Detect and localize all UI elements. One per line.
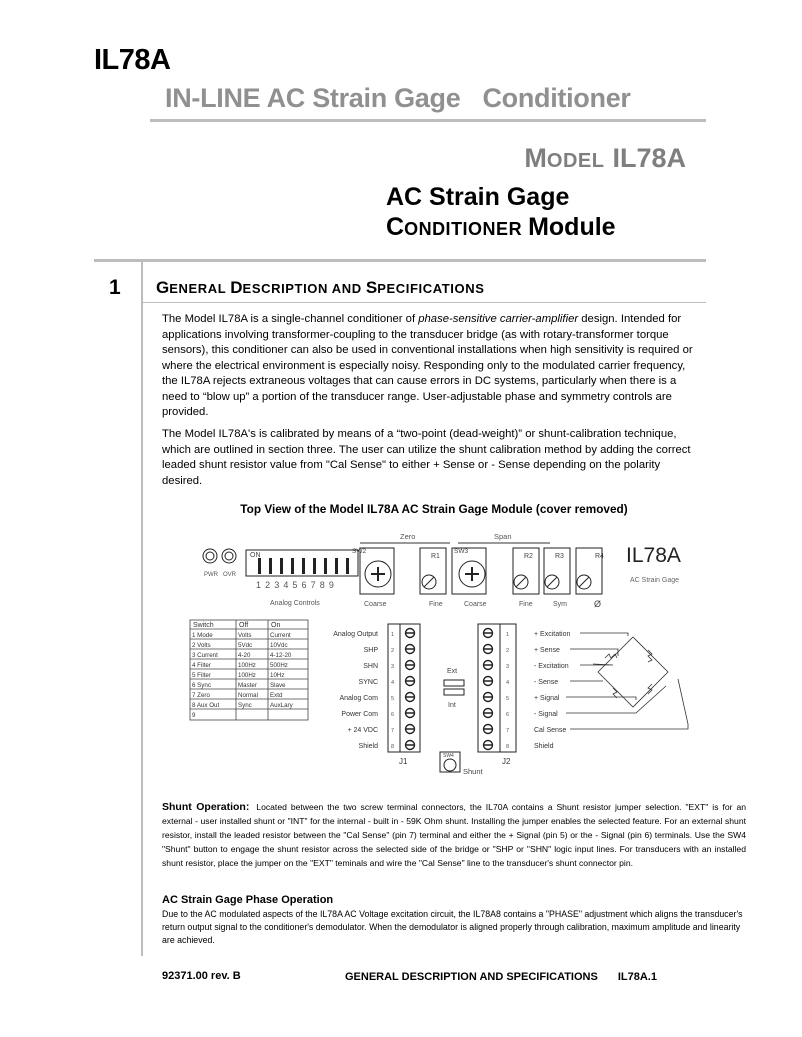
fine-1-label: Fine xyxy=(429,601,443,608)
sw-row-4-off: 100Hz xyxy=(238,662,256,669)
phase-symbol: Ø xyxy=(594,599,602,609)
j1-screws xyxy=(406,629,415,750)
subtitle-part-b: Conditioner xyxy=(482,83,631,113)
sw-row-1-off: Volts xyxy=(238,632,252,639)
model-heading xyxy=(524,143,686,174)
coarse-1-label: Coarse xyxy=(364,601,387,608)
footer-page: IL78A.1 xyxy=(617,971,657,983)
sw-row-3-on: 4-12-20 xyxy=(270,652,292,659)
sw-row-6-on: Slave xyxy=(270,682,286,689)
sw-row-4-on: 500Hz xyxy=(270,662,288,669)
sw-row-2-switch: 2 Volts xyxy=(192,642,211,649)
sw4-label: SW4 xyxy=(443,753,454,759)
paragraph-1 xyxy=(162,312,702,421)
j1-label-1: Analog Output xyxy=(333,631,378,638)
sw-row-5-switch: 5 Filter xyxy=(192,672,211,679)
shunt-text: Located between the two screw terminal connectors, the IL70A contains a Shunt resistor jumper selection. "EXT" is for an external - user installed shunt or "INT" for the internal - built in - 59K Ohm shunt. Installing the jumper enables the selected feature. For an external shunt resistor, install the leaded resistor between the "Cal Sense" (pin 7) terminal and either the + Signal (pin 5) or the - Signal (pin 6) terminals. Use the SW4 "Shunt" button to engage the shunt resistor across the selected side of the bridge or "SHP or "SHN" logic input lines. For transducers with an installed shunt resistor, place the jumper on the "EXT" teminals and wire the "Cal Sense" line to the transducer's shunt connector pin. xyxy=(162,802,747,868)
brand-label: IL78A xyxy=(626,544,681,567)
product-small: ONDITIONER xyxy=(404,219,523,239)
product-cap: C xyxy=(386,213,405,241)
j1-label-group xyxy=(333,631,378,750)
r4-label: R4 xyxy=(595,553,604,560)
sw-row-8-on: AuxLary xyxy=(270,702,293,709)
svg-text:5: 5 xyxy=(391,696,395,702)
svg-text:4: 4 xyxy=(506,680,510,686)
int-label: Int xyxy=(448,702,456,709)
brand-sub: AC Strain Gage xyxy=(630,577,680,584)
section-number: 1 xyxy=(109,276,121,299)
j2-pin-numbers xyxy=(506,632,509,750)
figure-title: Top View of the Model IL78A AC Strain Gage Module (cover removed) xyxy=(240,502,628,516)
dip-levers xyxy=(258,558,349,574)
j2-label-5: + Signal xyxy=(534,695,560,702)
zero-label: Zero xyxy=(400,532,416,541)
product-line-1: AC Strain Gage xyxy=(386,183,570,211)
model-cap: M xyxy=(524,143,547,173)
svg-text:1: 1 xyxy=(506,632,510,638)
product-module: Module xyxy=(528,213,616,241)
j1-label: J1 xyxy=(399,757,408,766)
fine-2-label: Fine xyxy=(519,601,533,608)
sw-header-off: Off xyxy=(239,622,249,629)
j1-pin-numbers xyxy=(391,632,394,750)
document-subtitle xyxy=(165,83,631,114)
svg-text:8: 8 xyxy=(391,744,395,750)
sw-row-3-off: 4-20 xyxy=(238,652,251,659)
sw-header-switch: Switch xyxy=(193,622,214,629)
shunt-operation-paragraph xyxy=(162,800,746,870)
sw-row-7-switch: 7 Zero xyxy=(192,692,210,699)
j1-label-6: Power Com xyxy=(341,711,378,718)
sw-row-8-switch: 8 Aux Out xyxy=(192,702,220,709)
r3-label: R3 xyxy=(555,553,564,560)
model-number: IL78A xyxy=(612,143,686,173)
sec-cap-d: D xyxy=(230,278,243,297)
shunt-label: Shunt xyxy=(463,767,483,776)
sw-row-7-off: Normal xyxy=(238,692,258,699)
j2-label-2: + Sense xyxy=(534,647,560,654)
subtitle-part-a: IN-LINE AC Strain Gage xyxy=(165,83,461,113)
j2-label: J2 xyxy=(502,757,511,766)
p1-emphasis: phase-sensitive carrier-amplifier xyxy=(418,313,579,325)
j2-label-8: Shield xyxy=(534,743,554,750)
svg-text:2: 2 xyxy=(506,648,510,654)
sw-row-6-off: Master xyxy=(238,682,257,689)
sec-cap-s: S xyxy=(365,278,378,297)
section-top-rule xyxy=(94,259,706,262)
model-small: ODEL xyxy=(546,150,605,172)
svg-text:6: 6 xyxy=(391,712,395,718)
bridge-wiring xyxy=(566,633,688,729)
j1-label-8: Shield xyxy=(358,743,378,750)
section-vertical-rule xyxy=(141,262,143,956)
j1-label-3: SHN xyxy=(363,663,378,670)
coarse-2-label: Coarse xyxy=(464,601,487,608)
j2-connector xyxy=(478,624,516,752)
sec-small-1: ENERAL xyxy=(169,281,231,296)
j1-label-4: SYNC xyxy=(358,679,378,686)
switch-table-text xyxy=(193,622,280,629)
r2-label: R2 xyxy=(524,553,533,560)
svg-text:3: 3 xyxy=(391,664,395,670)
sw2-label: SW2 xyxy=(352,548,367,555)
strain-bridge xyxy=(598,637,668,707)
j2-label-1: + Excitation xyxy=(534,631,571,638)
p1-text-b: design. Intended for applications involving transformer-coupling to the transducer bridge (as with rotary-transformer torque sensors), this conditioner can also be used in conventional installations when high sensitivity is required or where the electrical environment is especially noisy. Responding only to the modulated carrier frequency, the IL78A rejects extraneous voltages that can cause errors in DC systems, particularly when there is a need to “blow up” a portion of the transducer range. User-adjustable phase and symmetry controls are provided. xyxy=(162,313,693,418)
phase-paragraph: Due to the AC modulated aspects of the IL78A AC Voltage excitation circuit, the IL78A8 contains a "PHASE" adjustment which aligns the transducer's return output signal to the conditioner's demodulator. When the demodulator is aligned properly through calibration, maximum amplitude and linearity are achieved. xyxy=(162,909,743,945)
sw-row-5-off: 100Hz xyxy=(238,672,256,679)
footer-section-title: GENERAL DESCRIPTION AND SPECIFICATIONS xyxy=(345,971,598,983)
ovr-label: OVR xyxy=(223,572,237,578)
sec-cap-g: G xyxy=(156,278,170,297)
sw-row-6-switch: 6 Sync xyxy=(192,682,211,689)
sw-row-5-on: 10Hz xyxy=(270,672,285,679)
svg-text:8: 8 xyxy=(506,744,510,750)
sec-small-3: PECIFICATIONS xyxy=(377,281,485,296)
sw-row-1-switch: 1 Mode xyxy=(192,632,213,639)
j2-label-6: - Signal xyxy=(534,711,558,718)
sw-row-3-switch: 3 Current xyxy=(192,652,218,659)
dip-numbers: 1 2 3 4 5 6 7 8 9 xyxy=(256,580,335,590)
sw-row-7-on: Extd xyxy=(270,692,283,699)
svg-text:4: 4 xyxy=(391,680,395,686)
paragraph-2: The Model IL78A's is calibrated by means of a “two-point (dead-weight)” or shunt-calibration technique, which are outlined in section three. The user can utilize the shunt calibration method by adding the correct leaded shunt resistor value from "Cal Sense" to either + Sense or - Sense depending on the polarity desired. xyxy=(162,428,691,487)
svg-text:7: 7 xyxy=(391,728,395,734)
sw-row-8-off: Sync xyxy=(238,702,252,709)
analog-controls-label: Analog Controls xyxy=(270,600,320,607)
section-title xyxy=(156,278,484,298)
p1-text-a: The Model IL78A is a single-channel conditioner of xyxy=(162,313,419,325)
ext-label: Ext xyxy=(447,668,458,675)
pwr-led xyxy=(203,549,217,563)
r1-label: R1 xyxy=(431,553,440,560)
sw-row-2-off: 5Vdc xyxy=(238,642,253,649)
svg-text:7: 7 xyxy=(506,728,510,734)
ovr-led xyxy=(222,549,236,563)
sw-header-on: On xyxy=(271,622,281,629)
j2-label-4: - Sense xyxy=(534,679,559,686)
j2-label-3: - Excitation xyxy=(534,663,569,670)
j1-label-5: Analog Com xyxy=(339,695,378,702)
header-rule xyxy=(150,119,706,122)
j1-label-7: + 24 VDC xyxy=(347,727,378,734)
product-line-2 xyxy=(386,213,616,242)
svg-text:5: 5 xyxy=(506,696,510,702)
j2-label-7: Cal Sense xyxy=(534,727,567,734)
phase-heading: AC Strain Gage Phase Operation xyxy=(162,894,334,906)
sw-row-1-on: Current xyxy=(270,632,291,639)
j2-screws xyxy=(484,629,493,750)
svg-text:3: 3 xyxy=(506,664,510,670)
shunt-lead: Shunt Operation: xyxy=(162,801,250,813)
j2-label-group xyxy=(534,631,570,750)
document-code: IL78A xyxy=(94,44,171,76)
dip-on-label: ON xyxy=(250,552,261,559)
sw-row-9-switch: 9 xyxy=(192,712,196,719)
sw-row-4-switch: 4 Filter xyxy=(192,662,211,669)
sw-row-2-on: 10Vdc xyxy=(270,642,288,649)
svg-text:6: 6 xyxy=(506,712,510,718)
svg-text:2: 2 xyxy=(391,648,395,654)
pwr-label: PWR xyxy=(204,572,218,578)
shunt-jumper xyxy=(444,680,464,695)
svg-text:1: 1 xyxy=(391,632,395,638)
j1-label-2: SHP xyxy=(363,647,378,654)
sw3-label: SW3 xyxy=(454,548,469,555)
module-diagram xyxy=(188,524,708,784)
footer-doc-number: 92371.00 rev. B xyxy=(162,970,241,982)
sec-small-2: ESCRIPTION AND xyxy=(242,281,366,296)
section-bottom-rule xyxy=(143,302,706,303)
sym-label: Sym xyxy=(553,601,567,608)
footer-section xyxy=(345,971,657,983)
span-label: Span xyxy=(494,532,512,541)
